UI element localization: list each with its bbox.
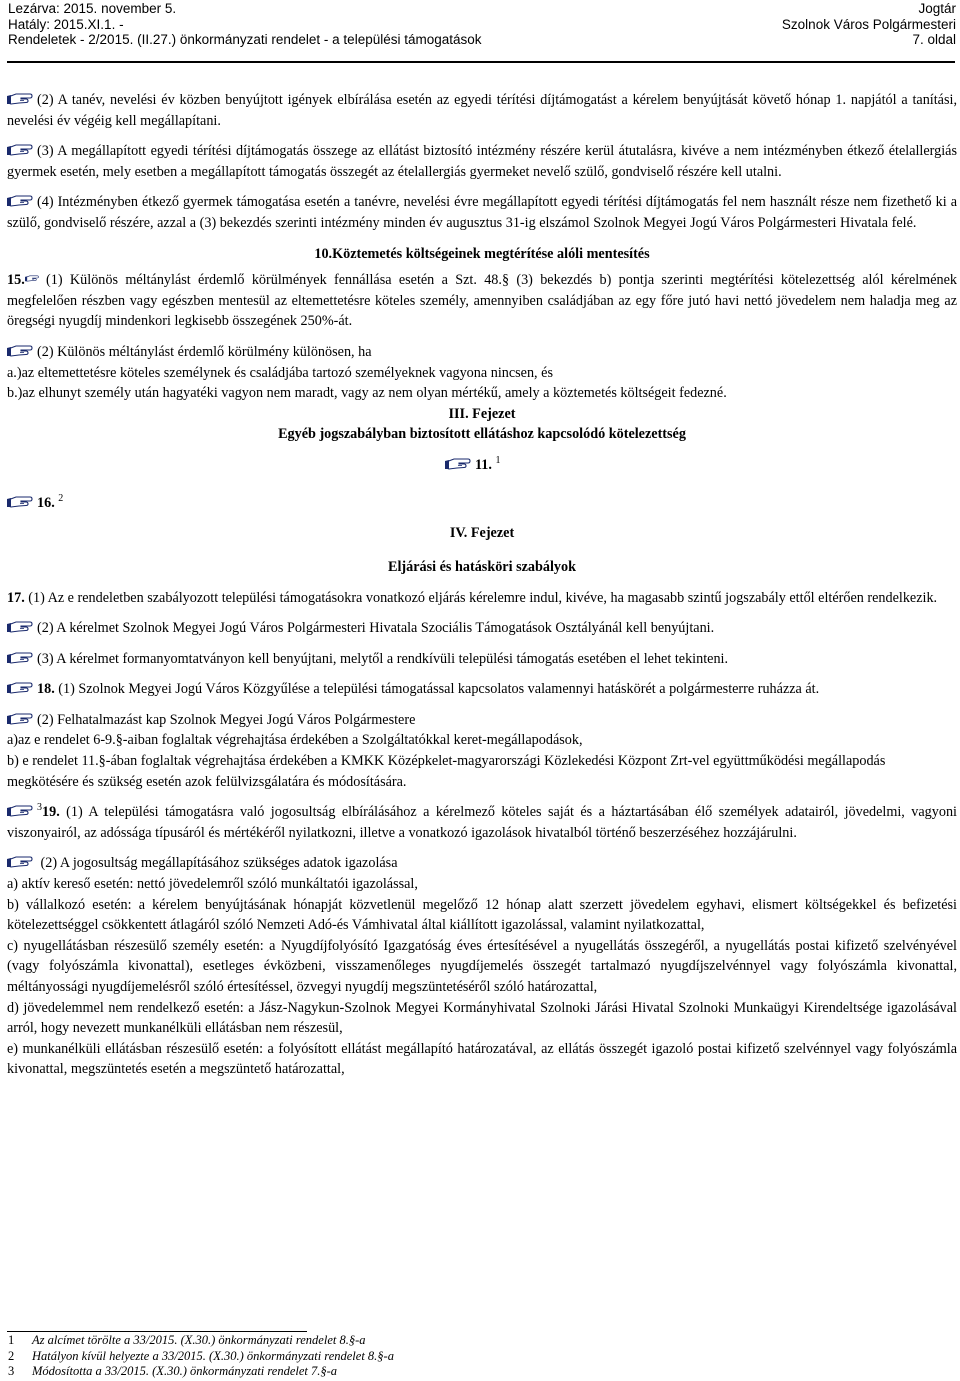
pointing-hand-icon[interactable] [7, 650, 33, 664]
paragraph: (4) Intézményben étkező gyermek támogatása esetén a tanévre, nevelési évre megállapított egyedi térítési díjtámogatás fel nem használt része nem fizethető ki a szülő, gondviselő részére, azzal a (3) bekezdés szerinti intézmény minden év augusztus 31-ig elszámol Szolnok Megyei Jogú Város Polgármesteri Hivatala felé. [7, 194, 957, 231]
footnote-rule [7, 1331, 307, 1332]
publisher: Jogtár [918, 1, 956, 16]
paragraph: (3) A megállapított egyedi térítési díjtámogatás összege az ellátást biztosító intézmény részére kerül átutalásra, kivéve a nem intézményben étkező ételallergiás gyermek esetén, mely esetben a megállapított támogatás összegét az ételallergiás gyermeket nevelő szülő, gondviselő részére kell utalni. [7, 143, 957, 180]
pointing-hand-icon[interactable] [7, 142, 33, 156]
list-item: c) nyugellátásban részesülő személy esetén: a Nyugdíjfolyósító Igazgatóság éves értesítésével a nyugellátás összegéről, a nyugellátás postai kifizető szelvényével (vagy folyószámla kivonattal), esetleges évközbeni, visszamenőleges nyugdíjemelés összegét tartalmazó nyugdíjszelvénnyel vagy folyószámla kivonattal, méltányossági nyugdíjemelésről szóló értesítéssel, özvegyi nyugdíj megszüntetéséről szóló határozattal, [7, 937, 957, 995]
list-item: a)az e rendelet 6-9.§-aiban foglaltak végrehajtása érdekében a Szolgáltatókkal keret-megállapodások, [7, 732, 583, 749]
paragraph: (2) A jogosultság megállapításához szükséges adatok igazolása [7, 853, 957, 874]
closing-date: Lezárva: 2015. november 5. [8, 1, 177, 16]
chapter-number: IV. Fejezet [449, 524, 515, 541]
paragraph: (2) Felhatalmazást kap Szolnok Megyei Jogú Város Polgármestere [7, 710, 957, 731]
paragraph: 18. (1) Szolnok Megyei Jogú Város Közgyűlése a települési támogatással kapcsolatos valamennyi hatáskörét a polgármesterre ruházza át. [7, 679, 957, 700]
pointing-hand-icon[interactable] [7, 854, 33, 868]
pointing-hand-icon[interactable] [7, 193, 33, 207]
footnote: 1 Az alcímet törölte a 33/2015. (X.30.) önkormányzati rendelet 8.§-a [8, 1333, 366, 1347]
chapter-title: Eljárási és hatásköri szabályok [388, 558, 576, 575]
page-header [0, 0, 960, 62]
pointing-hand-icon[interactable] [7, 680, 33, 694]
list-item: megkötésére és szükség esetén azok felülvizsgálatára és módosítására. [7, 773, 407, 790]
header-right [782, 1, 956, 48]
chapter-title: Egyéb jogszabályban biztosított ellátáshoz kapcsolódó kötelezettség [278, 426, 686, 443]
owner: Szolnok Város Polgármesteri [781, 16, 956, 32]
paragraph: (2) Különös méltánylást érdemlő körülmény különösen, ha [7, 342, 957, 363]
paragraph: (2) A tanév, nevelési év közben benyújtott igények elbírálása esetén az egyedi térítési díjtámogatást a kérelem benyújtását követő hónap 1. napjától a tanítási, nevelési év végéig kell megállapítani. [7, 92, 957, 129]
pointing-hand-icon[interactable] [7, 711, 33, 725]
paragraph: $^3$19. (1) A települési támogatásra való jogosultság elbírálásához a kérelmező köteles saját és a háztartásában élő személyek adatairól, jövedelmi, vagyoni viszonyairól, az adóssága típusáról és mértékéről nyilatkozni, illetve a vonatkozó igazolások hivatalból történő beszerzéséhez hozzájárulni. [7, 802, 957, 841]
page-number: 7. oldal [912, 32, 956, 47]
list-item: a.)az eltemettetésre köteles személynek és családjába tartozó személyeknek vagyona nincsen, és [7, 364, 553, 381]
section-heading: 10.Köztemetés költségeinek megtérítése alóli mentesítés [314, 245, 650, 262]
list-item: b) e rendelet 11.§-ában foglaltak végrehajtása érdekében a KMKK Középkelet-magyarországi Közlekedési Központ Zrt-vel együttműködési megállapodás [7, 753, 886, 770]
list-item: b.)az elhunyt személy után hagyatéki vagyon nem maradt, vagy az nem olyan mértékű, amely a köztemetés költségeit fedezné. [7, 385, 727, 402]
pointing-hand-icon[interactable] [7, 803, 33, 817]
pointing-hand-icon[interactable] [25, 271, 39, 285]
header-left [8, 1, 482, 48]
regulation-title: Rendeletek - 2/2015. (II.27.) önkormányzati rendelet - a települési támogatások [8, 32, 482, 47]
paragraph: 17. (1) Az e rendeletben szabályozott települési támogatásokra vonatkozó eljárás kérelemre indul, kivéve, ha magasabb szintű jogszabály ettől eltérően rendelkezik. [7, 589, 938, 606]
paragraph: (3) A kérelmet formanyomtatványon kell benyújtani, melytől a rendkívüli települési támogatás esetében el lehet tekinteni. [7, 649, 957, 670]
document-body [7, 90, 957, 1080]
list-item: e) munkanélküli ellátásban részesülő esetén: a folyósított ellátást megállapító határozatával, az ellátás összegét igazoló postai kifizető szelvénnyel vagy folyószámla kivonattal, megszüntetés esetén a megszüntető határozattal, [7, 1040, 957, 1078]
footnote: 3 Módosította a 33/2015. (X.30.) önkormányzati rendelet 7.§-a [8, 1364, 338, 1378]
chapter-number: III. Fejezet [448, 405, 516, 422]
list-item: b) vállalkozó esetén: a kérelem benyújtásának hónapját közvetlenül megelőző 12 hónap alatt szerzett jövedelem egyhavi, elismert költségekkel és befizetési kötelezettséggel csökkentett átlagáról szóló Nemzeti Adó-és Vámhivatal által kiállított igazolással, valamint nyilatkozattal, [7, 896, 957, 934]
paragraph: (2) A kérelmet Szolnok Megyei Jogú Város Polgármesteri Hivatala Szociális Támogatások Osztályánál kell benyújtani. [7, 618, 957, 639]
list-item: a) aktív kereső esetén: nettó jövedelemről szóló munkáltatói igazolással, [7, 876, 418, 893]
pointing-hand-icon[interactable] [7, 91, 33, 105]
section-11: 11. $^1$ [445, 455, 501, 476]
effective-date: Hatály: 2015.XI.1. - [8, 16, 124, 32]
footnote: 2 Hatályon kívül helyezte a 33/2015. (X.30.) önkormányzati rendelet 8.§-a [8, 1348, 394, 1363]
header-rule [7, 61, 955, 63]
pointing-hand-icon[interactable] [445, 456, 471, 470]
list-item: d) jövedelemmel nem rendelkező esetén: a Jász-Nagykun-Szolnok Megyei Kormányhivatal Szolnoki Járási Hivatal Szolnoki Munkaügyi Kirendeltsége igazolásával arról, hogy nevezett munkanélküli ellátásban nem részesül, [7, 999, 957, 1037]
paragraph: 15. (1) Különös méltánylást érdemlő körülmények fennállása esetén a Szt. 48.§ (3) bekezdés b) pontja szerinti megtérítési kötelezettség alól kérelmének megfelelően részben vagy egészben mentesül az eltemettetésre köteles személy, amennyiben családjában az egy főre jutó havi nettó jövedelem nem haladja meg az öregségi nyugdíj mindenkori legkisebb összegének 250%-át. [7, 272, 957, 330]
repealed-sections [7, 445, 957, 555]
footnotes [8, 1333, 394, 1380]
pointing-hand-icon[interactable] [7, 494, 33, 508]
pointing-hand-icon[interactable] [7, 343, 33, 357]
section-16: 16. $^2$ [7, 493, 63, 514]
pointing-hand-icon[interactable] [7, 619, 33, 633]
